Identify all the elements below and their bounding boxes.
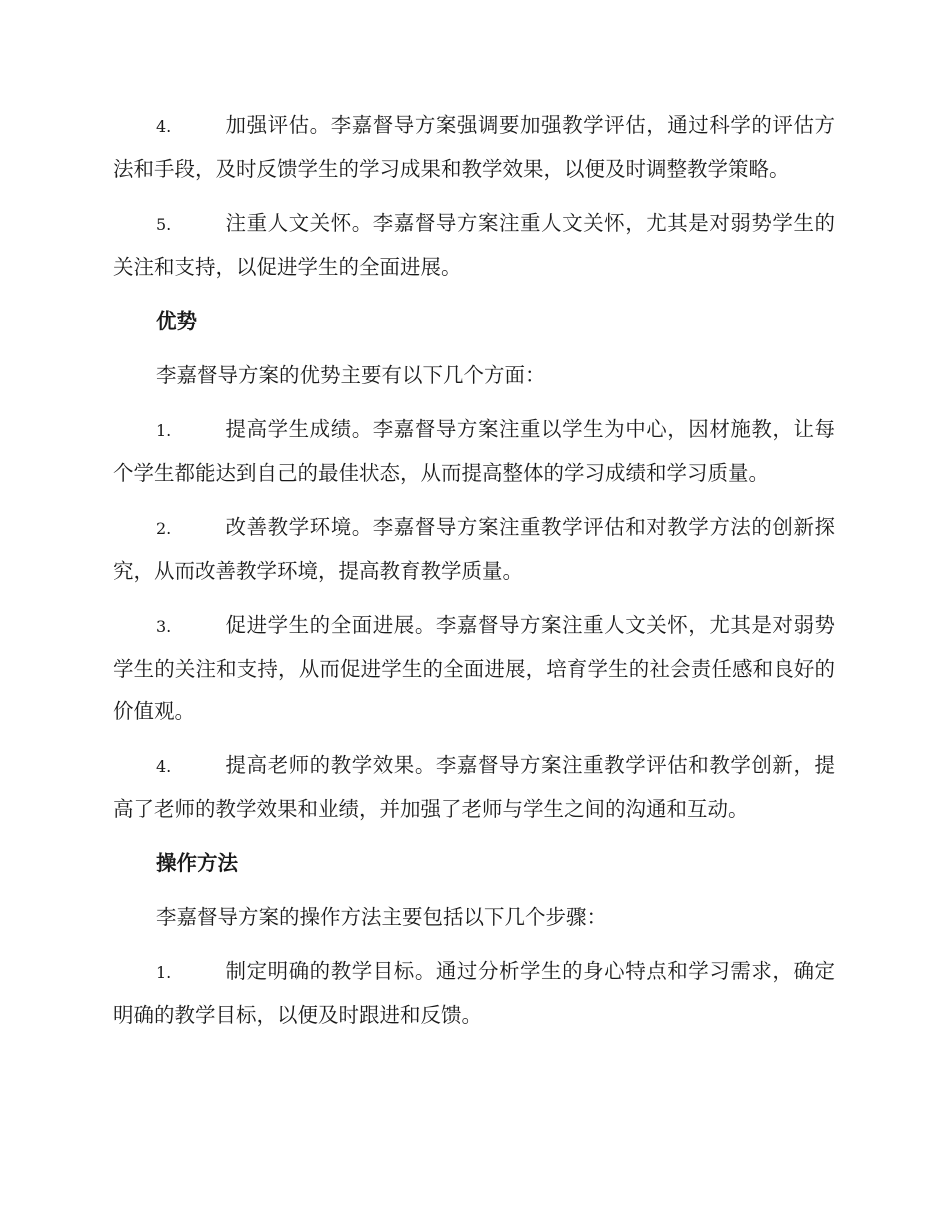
list-item-text: 提高学生成绩。李嘉督导方案注重以学生为中心，因材施教，让每个学生都能达到自己的最佳状态，从而提高整体的学习成绩和学习质量。 xyxy=(113,417,835,485)
list-item-text: 注重人文关怀。李嘉督导方案注重人文关怀，尤其是对弱势学生的关注和支持，以促进学生的全面进展。 xyxy=(113,211,835,279)
list-item-teaching-environment xyxy=(113,506,835,592)
advantages-intro: 李嘉督导方案的优势主要有以下几个方面： xyxy=(156,363,546,387)
list-item-evaluation xyxy=(113,104,835,190)
list-number: 3. xyxy=(156,617,172,636)
list-number: 2. xyxy=(156,519,172,538)
list-item-text: 制定明确的教学目标。通过分析学生的身心特点和学习需求，确定明确的教学目标，以便及时跟进和反馈。 xyxy=(113,959,835,1027)
list-number: 5. xyxy=(156,215,172,234)
list-number: 1. xyxy=(156,421,172,440)
list-item-improve-grades xyxy=(113,408,835,494)
section-heading-operation-method: 操作方法 xyxy=(156,851,238,875)
list-item-text: 改善教学环境。李嘉督导方案注重教学评估和对教学方法的创新探究，从而改善教学环境，提高教育教学质量。 xyxy=(113,515,835,583)
list-number: 1. xyxy=(156,963,172,982)
list-item-text: 促进学生的全面进展。李嘉督导方案注重人文关怀，尤其是对弱势学生的关注和支持，从而促进学生的全面进展，培育学生的社会责任感和良好的价值观。 xyxy=(113,613,835,723)
list-item-text: 加强评估。李嘉督导方案强调要加强教学评估，通过科学的评估方法和手段，及时反馈学生的学习成果和教学效果，以便及时调整教学策略。 xyxy=(113,113,835,181)
list-item-text: 提高老师的教学效果。李嘉督导方案注重教学评估和教学创新，提高了老师的教学效果和业绩，并加强了老师与学生之间的沟通和互动。 xyxy=(113,753,835,821)
operation-intro: 李嘉督导方案的操作方法主要包括以下几个步骤： xyxy=(156,905,607,929)
list-item-holistic-development xyxy=(113,604,835,732)
list-number: 4. xyxy=(156,117,172,136)
list-number: 4. xyxy=(156,757,172,776)
list-item-teaching-goals xyxy=(113,950,835,1036)
section-heading-advantages: 优势 xyxy=(156,309,197,333)
list-item-humanistic-care xyxy=(113,202,835,288)
document-page xyxy=(113,104,835,1048)
list-item-teacher-effectiveness xyxy=(113,744,835,830)
